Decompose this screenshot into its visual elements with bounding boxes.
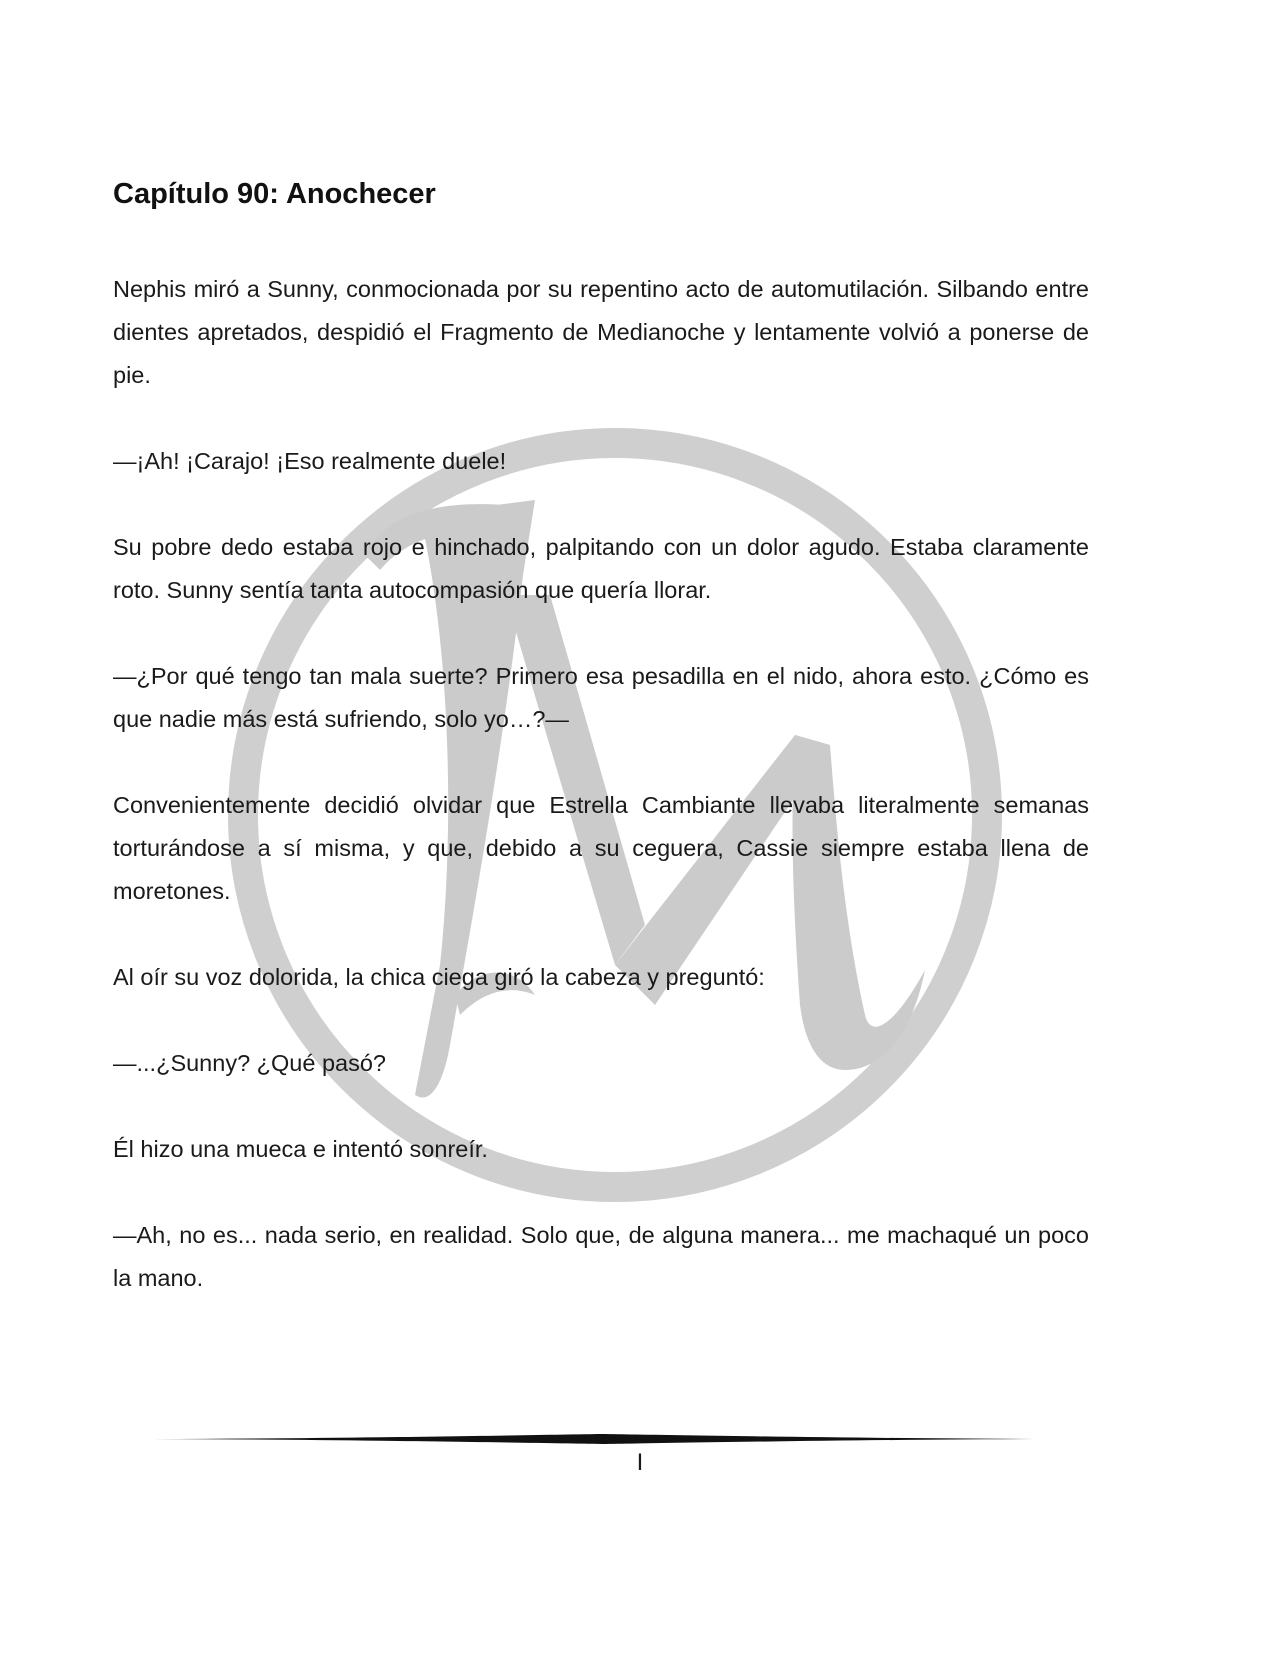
page-content <box>113 172 1089 1343</box>
paragraph-7: —...¿Sunny? ¿Qué pasó? <box>113 1050 387 1076</box>
chapter-title: Capítulo 90: Anochecer <box>113 178 436 210</box>
paragraph-3: Su pobre dedo estaba rojo e hinchado, palpitando con un dolor agudo. Estaba claramente roto. Sunny sentía tanta autocompasión que quería llorar. <box>113 534 1089 603</box>
paragraph-8: Él hizo una mueca e intentó sonreír. <box>113 1136 488 1162</box>
paragraph-1: Nephis miró a Sunny, conmocionada por su repentino acto de automutilación. Silbando entre dientes apretados, despidió el Fragmento de Medianoche y lentamente volvió a ponerse de pie. <box>113 276 1089 388</box>
paragraph-5: Convenientemente decidió olvidar que Estrella Cambiante llevaba literalmente semanas torturándose a sí misma, y que, debido a su ceguera, Cassie siempre estaba llena de moretones. <box>113 792 1089 904</box>
page-number: I <box>636 1449 644 1476</box>
paragraph-2: —¡Ah! ¡Carajo! ¡Eso realmente duele! <box>113 448 507 474</box>
footer-divider <box>152 1433 1052 1445</box>
paragraph-9: —Ah, no es... nada serio, en realidad. Solo que, de alguna manera... me machaqué un poco la mano. <box>113 1222 1089 1291</box>
paragraph-6: Al oír su voz dolorida, la chica ciega giró la cabeza y preguntó: <box>113 964 765 990</box>
paragraph-4: —¿Por qué tengo tan mala suerte? Primero esa pesadilla en el nido, ahora esto. ¿Cómo es que nadie más está sufriendo, solo yo…?— <box>113 663 1089 732</box>
